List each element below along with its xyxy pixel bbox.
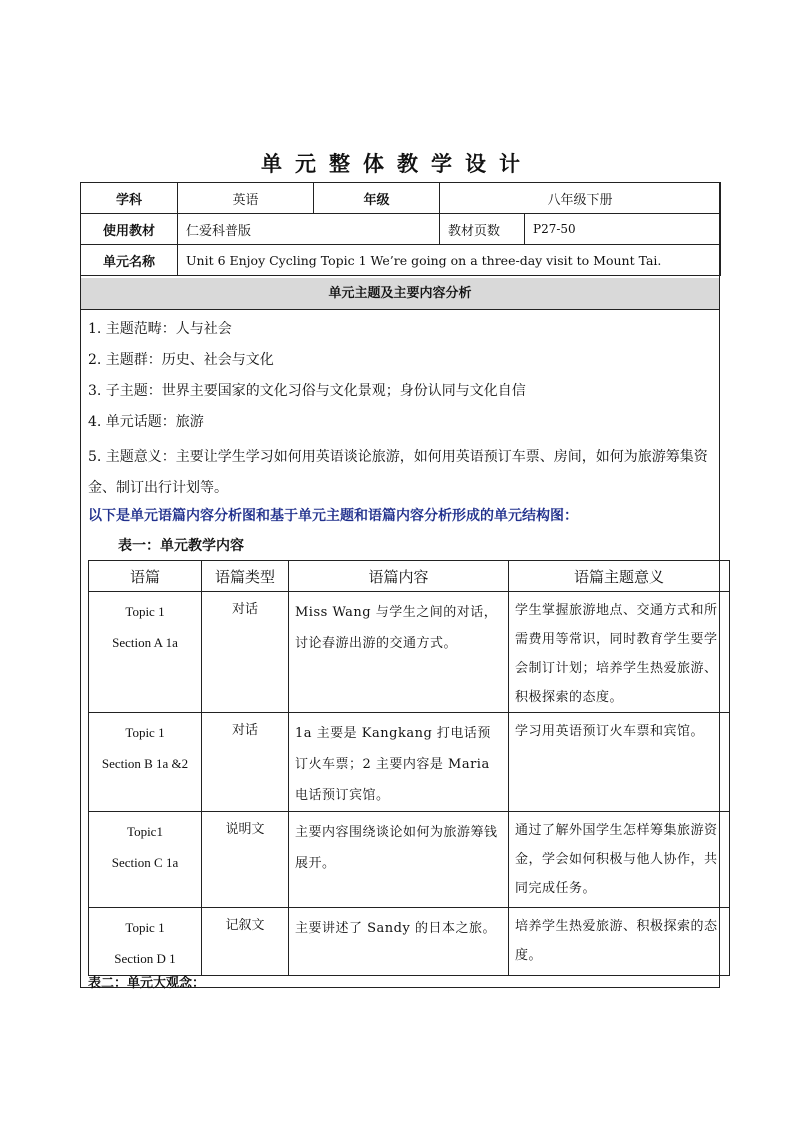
theme-item: 3. 子主题：世界主要国家的文化习俗与文化景观；身份认同与文化自信 xyxy=(88,383,526,399)
content-cell: Miss Wang 与学生之间的对话，讨论春游出游的交通方式。 xyxy=(289,592,509,713)
topic-cell xyxy=(89,812,202,908)
content-table xyxy=(88,560,730,976)
meaning-cell: 培养学生热爱旅游、积极探索的态度。 xyxy=(509,908,730,976)
pages-label: 教材页数 xyxy=(440,214,525,245)
topic-line: Topic 1 xyxy=(125,725,165,740)
type-cell: 说明文 xyxy=(202,812,289,908)
topic-cell xyxy=(89,592,202,713)
unit-value: Unit 6 Enjoy Cycling Topic 1 We’re going on a three-day visit to Mount Tai. xyxy=(178,245,721,276)
content-cell: 主要内容围绕谈论如何为旅游筹钱展开。 xyxy=(289,812,509,908)
table-row xyxy=(89,592,730,713)
grade-label: 年级 xyxy=(314,183,440,214)
unit-label: 单元名称 xyxy=(81,245,178,276)
meta-table xyxy=(80,182,721,276)
table-row xyxy=(89,713,730,812)
theme-item: 1. 主题范畴：人与社会 xyxy=(88,321,232,337)
table-row xyxy=(89,812,730,908)
subject-label: 学科 xyxy=(81,183,178,214)
section-line: Section B 1a &2 xyxy=(101,756,189,771)
theme-item: 4. 单元话题：旅游 xyxy=(88,414,204,430)
meaning-cell: 学生掌握旅游地点、交通方式和所需费用等常识，同时教育学生要学会制订计划；培养学生热爱旅游、积极探索的态度。 xyxy=(509,592,730,713)
textbook-value: 仁爱科普版 xyxy=(178,214,440,245)
table2-caption: 表二：单元大观念： xyxy=(88,976,206,991)
type-cell: 记叙文 xyxy=(202,908,289,976)
table-row xyxy=(89,908,730,976)
page-title: 单元整体教学设计 xyxy=(261,151,533,176)
topic-cell xyxy=(89,713,202,812)
content-cell: 1a 主要是 Kangkang 打电话预订火车票；2 主要内容是 Maria 电话预订宾馆。 xyxy=(289,713,509,812)
section-line: Section C 1a xyxy=(111,855,179,870)
topic-line: Topic 1 xyxy=(125,604,165,619)
section-line: Section D 1 xyxy=(114,951,176,966)
textbook-label: 使用教材 xyxy=(81,214,178,245)
type-cell: 对话 xyxy=(202,592,289,713)
section-heading: 单元主题及主要内容分析 xyxy=(81,278,719,310)
table-header: 语篇主题意义 xyxy=(509,561,730,592)
pages-value: P27-50 xyxy=(525,214,721,245)
topic-line: Topic 1 xyxy=(125,920,165,935)
section-line: Section A 1a xyxy=(112,635,178,650)
topic-cell xyxy=(89,908,202,976)
grade-value: 八年级下册 xyxy=(440,183,721,214)
subject-value: 英语 xyxy=(178,183,314,214)
table1-caption: 表一：单元教学内容 xyxy=(118,538,244,554)
analysis-intro: 以下是单元语篇内容分析图和基于单元主题和语篇内容分析形成的单元结构图： xyxy=(88,508,578,524)
theme-item: 5. 主题意义：主要让学生学习如何用英语谈论旅游，如何用英语预订车票、房间，如何为旅游筹集资金、制订出行计划等。 xyxy=(88,449,708,496)
topic-line: Topic1 xyxy=(127,824,163,839)
meaning-cell: 通过了解外国学生怎样筹集旅游资金，学会如何积极与他人协作，共同完成任务。 xyxy=(509,812,730,908)
theme-item: 2. 主题群：历史、社会与文化 xyxy=(88,352,274,368)
content-cell: 主要讲述了 Sandy 的日本之旅。 xyxy=(289,908,509,976)
table-header: 语篇内容 xyxy=(289,561,509,592)
table-header: 语篇类型 xyxy=(202,561,289,592)
table-header: 语篇 xyxy=(89,561,202,592)
meaning-cell: 学习用英语预订火车票和宾馆。 xyxy=(509,713,730,812)
type-cell: 对话 xyxy=(202,713,289,812)
